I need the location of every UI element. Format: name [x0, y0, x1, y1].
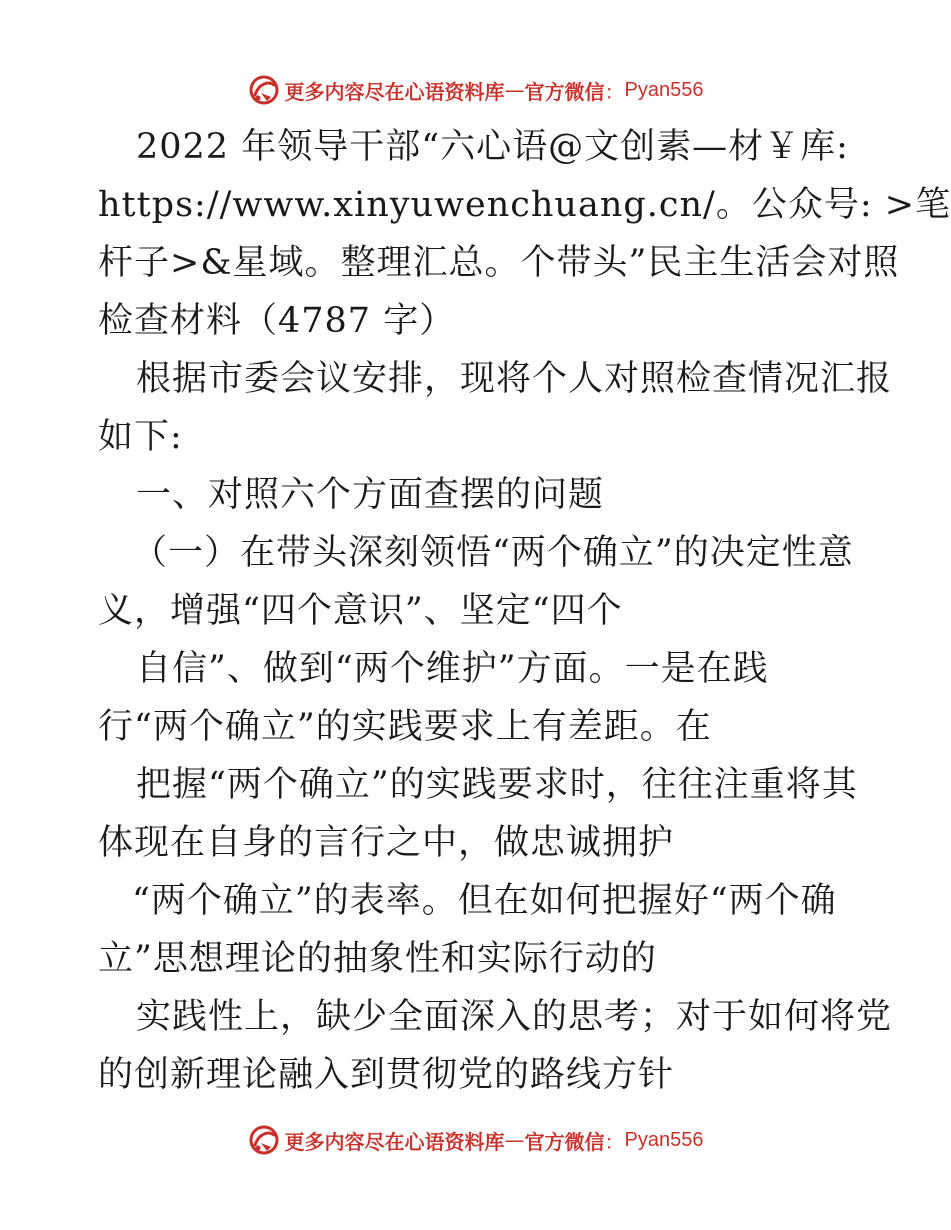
text-line: 实践性上，缺少全面深入的思考；对于如何将党 — [136, 997, 893, 1037]
banner-dash: — — [504, 1128, 525, 1152]
brush-swirl-logo-icon — [247, 1123, 281, 1157]
text-line: 杆子>&星域。整理汇总。个带头”民主生活会对照 — [98, 243, 900, 283]
banner-wechat-id: Pyan556 — [624, 1128, 704, 1151]
text-line: 把握“两个确立”的实践要求时，往往注重将其 — [136, 765, 858, 805]
text-line: 根据市委会议安排，现将个人对照检查情况汇报 — [136, 359, 893, 399]
banner-dash: — — [504, 78, 525, 102]
text-line: 2022 年领导干部“六心语@文创素—材￥库: — [136, 127, 849, 167]
text-line: 义，增强“四个意识”、坚定“四个 — [98, 591, 623, 631]
banner-main-text: 更多内容尽在心语资料库 — [284, 1129, 505, 1154]
text-line: 如下: — [98, 417, 183, 457]
footer-watermark-banner — [0, 1120, 950, 1160]
section-heading: 一、对照六个方面查摆的问题 — [136, 475, 605, 515]
banner-official-text: 官方微信 — [524, 79, 605, 104]
text-line: https://www.xinyuwenchuang.cn/。公众号: >笔 — [98, 185, 951, 225]
subsection-heading: （一）在带头深刻领悟“两个确立”的决定性意 — [132, 533, 854, 573]
text-line: 立”思想理论的抽象性和实际行动的 — [98, 939, 657, 979]
text-line: 的创新理论融入到贯彻党的路线方针 — [98, 1055, 675, 1095]
banner-colon: ： — [604, 79, 625, 104]
document-body — [98, 118, 951, 1104]
header-watermark-banner — [0, 70, 950, 110]
banner-colon: ： — [604, 1129, 625, 1154]
text-line: 体现在自身的言行之中，做忠诚拥护 — [98, 823, 675, 863]
brush-swirl-logo-icon — [247, 73, 281, 107]
text-line: 检查材料（4787 字） — [98, 301, 456, 341]
banner-official-text: 官方微信 — [524, 1129, 605, 1154]
banner-wechat-id: Pyan556 — [624, 78, 704, 101]
text-line: “两个确立”的表率。但在如何把握好“两个确 — [132, 881, 837, 921]
banner-main-text: 更多内容尽在心语资料库 — [284, 79, 505, 104]
text-line: 自信”、做到“两个维护”方面。一是在践 — [136, 649, 769, 689]
text-line: 行“两个确立”的实践要求上有差距。在 — [98, 707, 712, 747]
